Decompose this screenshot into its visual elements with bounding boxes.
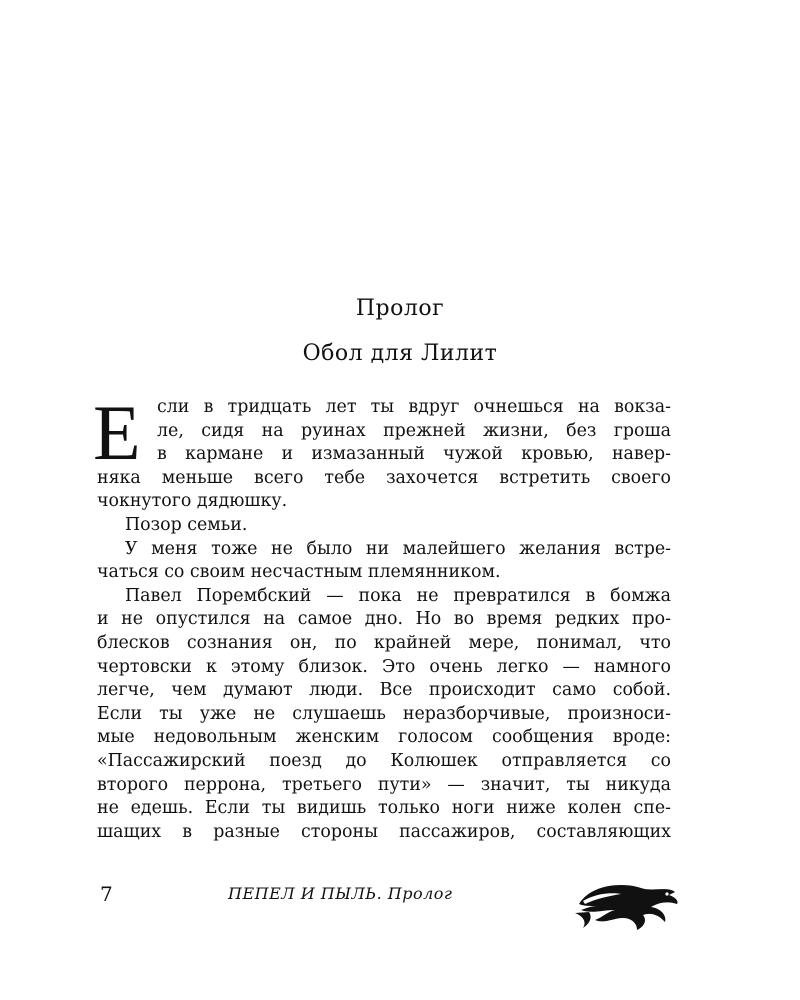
page-number: 7: [100, 882, 113, 906]
text-line: чокнутого дядюшку.: [97, 491, 288, 512]
dragon-ornament-icon: [575, 880, 685, 932]
chapter-title: Обол для Лилит: [302, 341, 498, 366]
text-line: «Пассажирский поезд до Колюшек отправляется со: [97, 750, 671, 771]
text-line: сли в тридцать лет ты вдруг очнешься на вокза-: [157, 397, 671, 417]
running-head: ПЕПЕЛ И ПЫЛЬ. Пролог: [228, 884, 453, 903]
text-line: Позор семьи.: [125, 514, 248, 535]
text-line: няка меньше всего тебе захочется встретить своего: [97, 467, 671, 488]
drop-cap: Е: [93, 389, 141, 476]
text-line: легче, чем думают люди. Все происходит само собой.: [97, 680, 671, 701]
text-line: шащих в разные стороны пассажиров, составляющих: [97, 821, 671, 842]
text-line: мые недовольным женским голосом сообщения вроде:: [97, 727, 671, 748]
text-line: в кармане и измазанный чужой кровью, навер-: [157, 444, 671, 465]
text-line: Павел Порембский — пока не превратился в бомжа: [125, 585, 671, 606]
text-line: блесков сознания он, по крайней мере, понимал, что: [97, 632, 671, 653]
text-line: ле, сидя на руинах прежней жизни, без гроша: [157, 420, 671, 441]
body-text: [93, 389, 671, 844]
text-line: чаться со своим несчастным племянником.: [97, 562, 501, 583]
text-line: второго перрона, третьего пути» — значит, ты никуда: [97, 774, 671, 795]
text-line: У меня тоже не было ни малейшего желания встре-: [125, 538, 671, 559]
text-line: не едешь. Если ты видишь только ноги ниже колен спе-: [97, 798, 671, 819]
chapter-label: Пролог: [355, 296, 445, 321]
text-line: и не опустился на самое дно. Но во время редких про-: [97, 609, 671, 630]
page-footer: [0, 880, 800, 940]
text-line: чертовски к этому близок. Это очень легко — намного: [97, 656, 671, 677]
text-line: Если ты уже не слушаешь неразборчивые, произноси-: [97, 703, 671, 724]
